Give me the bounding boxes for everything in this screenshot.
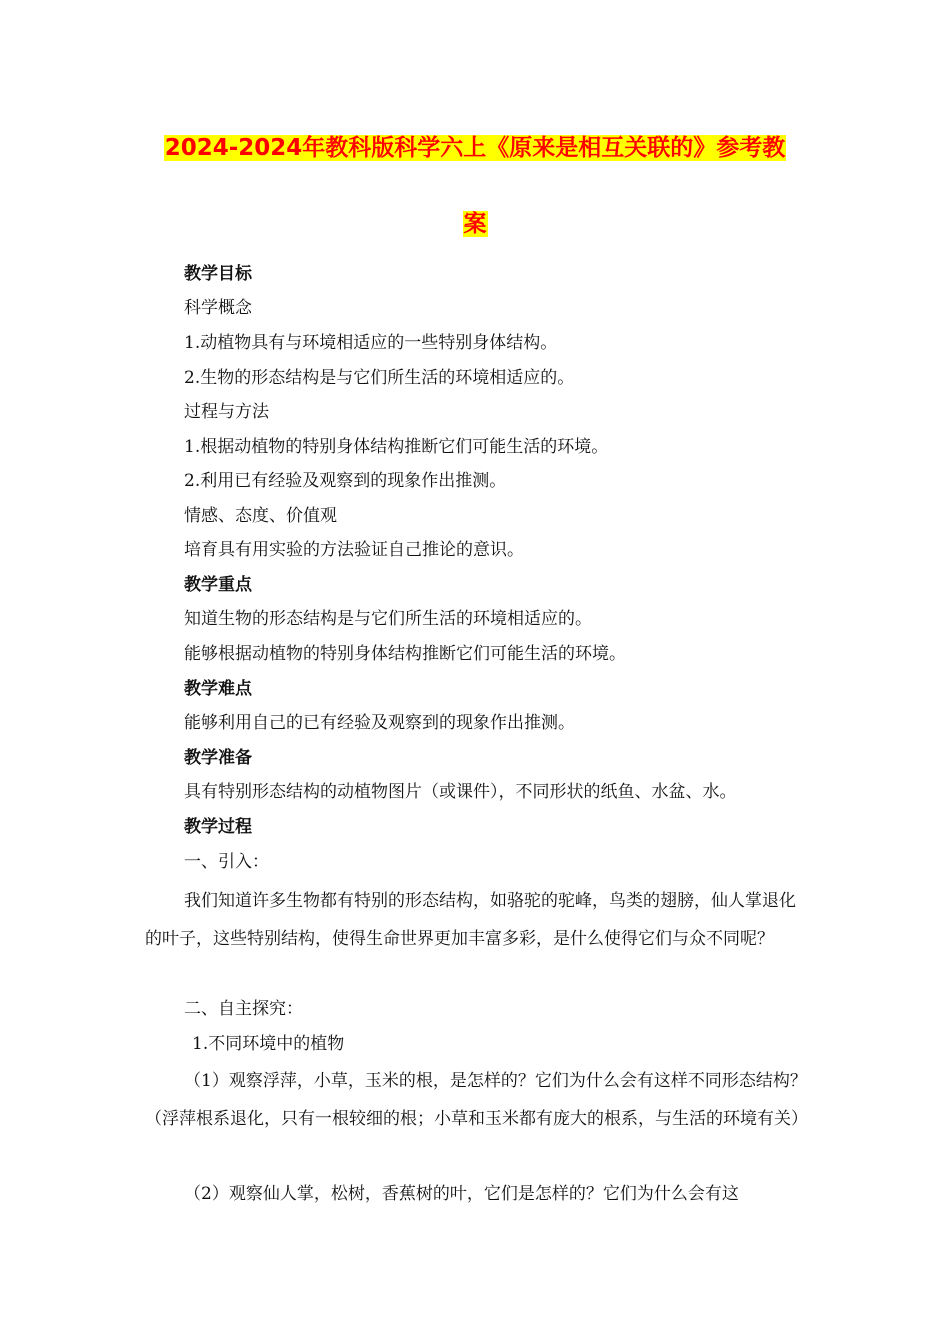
heading-key-points: 教学重点 xyxy=(184,575,252,595)
key-point-1: 知道生物的形态结构是与它们所生活的环境相适应的。 xyxy=(184,609,592,629)
attitude-item: 培育具有用实验的方法验证自己推论的意识。 xyxy=(184,540,524,560)
heading-teaching-goals: 教学目标 xyxy=(184,264,252,284)
heading-difficulties: 教学难点 xyxy=(184,679,252,699)
intro-paragraph: 我们知道许多生物都有特别的形态结构，如骆驼的驼峰，鸟类的翅膀，仙人掌退化的叶子，这些特别结构，使得生命世界更加丰富多彩，是什么使得它们与众不同呢？ xyxy=(145,891,796,949)
document-title-line-2 xyxy=(0,208,950,240)
subheading-science-concepts: 科学概念 xyxy=(184,298,252,318)
subsection-plants-environments: 1.不同环境中的植物 xyxy=(192,1034,345,1054)
preparation-item: 具有特别形态结构的动植物图片（或课件），不同形状的纸鱼、水盆、水。 xyxy=(184,782,737,802)
heading-teaching-process: 教学过程 xyxy=(184,817,252,837)
concept-item-2: 2.生物的形态结构是与它们所生活的环境相适应的。 xyxy=(184,368,575,388)
method-item-1: 1.根据动植物的特别身体结构推断它们可能生活的环境。 xyxy=(184,437,609,457)
subheading-attitudes: 情感、态度、价值观 xyxy=(184,506,337,526)
document-title-line-1 xyxy=(0,132,950,164)
section-introduction: 一、引入： xyxy=(184,852,269,872)
difficulty-item: 能够利用自己的已有经验及观察到的现象作出推测。 xyxy=(184,713,575,733)
concept-item-1: 1.动植物具有与环境相适应的一些特别身体结构。 xyxy=(184,333,558,353)
key-point-2: 能够根据动植物的特别身体结构推断它们可能生活的环境。 xyxy=(184,644,626,664)
section-self-exploration: 二、自主探究： xyxy=(184,999,303,1019)
subheading-process-methods: 过程与方法 xyxy=(184,402,269,422)
title-text-2: 案 xyxy=(463,211,487,237)
heading-preparation: 教学准备 xyxy=(184,748,252,768)
title-text-1: 2024-2024年教科版科学六上《原来是相互关联的》参考教 xyxy=(164,135,786,161)
question-1-paragraph: （1）观察浮萍，小草，玉米的根，是怎样的？它们为什么会有这样不同形态结构？（浮萍根系退化，只有一根较细的根；小草和玉米都有庞大的根系，与生活的环境有关） xyxy=(145,1071,808,1129)
question-2-paragraph: （2）观察仙人掌，松树，香蕉树的叶，它们是怎样的？它们为什么会有这 xyxy=(184,1184,739,1204)
method-item-2: 2.利用已有经验及观察到的现象作出推测。 xyxy=(184,471,507,491)
